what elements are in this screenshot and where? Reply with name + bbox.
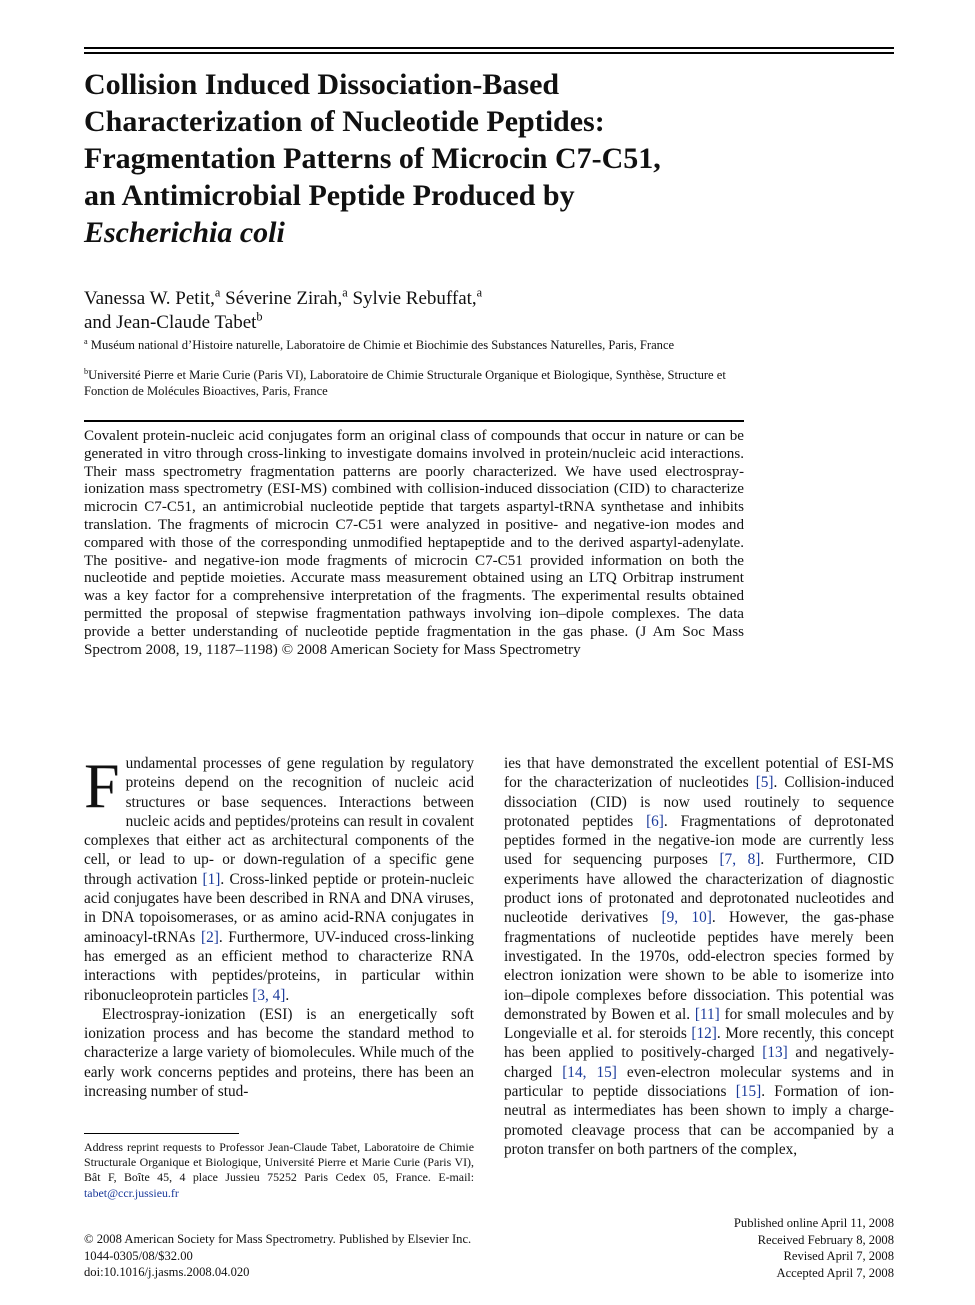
body-text: and negatively-charged [504, 1044, 894, 1081]
title-line: an Antimicrobial Peptide Produced by [84, 179, 575, 212]
published-date: Published online April 11, 2008 [733, 1216, 894, 1230]
email-link[interactable]: tabet@ccr.jussieu.fr [84, 1185, 179, 1200]
title-italic: Escherichia coli [84, 216, 285, 249]
body-text: . However, the gas-phase fragmentations of nucleotide peptides have merely been investigated. In the 1970s, odd-electron species formed by electron ionization were shown to be able to isomerize into ion–dipole complexes before dissociation. This potential was demonstrated by Bowen et al. [504, 909, 894, 1023]
affiliation-mark: a [214, 285, 221, 300]
body-column-right [504, 754, 894, 1159]
footnote-rule [84, 1133, 239, 1134]
affiliation-text: Université Pierre et Marie Curie (Paris VI), Laboratoire de Chimie Structurale Organique et Biologique, Synthèse, Structure et Fonction de Molécules Bioactives, Paris, France [84, 368, 726, 398]
author-name: Vanessa W. Petit, [84, 288, 215, 309]
affiliation-mark: a [476, 285, 483, 300]
title-line: Collision Induced Dissociation-Based [84, 68, 560, 101]
body-text: even-electron molecular systems and in particular to peptide dissociations [504, 1063, 894, 1101]
received-date: Received February 8, 2008 [757, 1232, 894, 1247]
top-rule-2 [84, 52, 894, 54]
body-text: . Formation of ion-neutral as intermediates has been shown to imply a charge-promoted cleavage process that can be accompanied by a proton transfer on both partners of the complex, [504, 1083, 894, 1158]
citation-link[interactable]: [7, 8] [719, 851, 761, 869]
abstract-rule [84, 420, 744, 422]
citation-link[interactable]: [1] [202, 870, 221, 888]
revised-date: Revised April 7, 2008 [783, 1249, 894, 1263]
title-line: Fragmentation Patterns of Microcin C7-C51, [84, 142, 661, 175]
accepted-date: Accepted April 7, 2008 [776, 1265, 894, 1280]
affiliation [84, 368, 744, 399]
citation-link[interactable]: [12] [691, 1025, 717, 1043]
body-text: undamental processes of gene regulation by regulatory proteins depend on the recognition of nucleic acid structures or base sequences. Interactions between nucleic acids and peptides/proteins can result in covalent complexes that either act as architectural components of the cell, or lead to up- or down-regulation of a specific gene through activation [84, 755, 474, 888]
article-title [84, 66, 804, 251]
footnote [84, 1140, 474, 1201]
footer-left [84, 1231, 471, 1281]
body-text: ies that have demonstrated the excellent potential of ESI-MS for the characterization of nucleotides [504, 755, 894, 792]
footer-right [734, 1215, 894, 1281]
citation-link[interactable]: [13] [762, 1044, 788, 1062]
author-name: Séverine Zirah, [225, 288, 343, 309]
citation-link[interactable]: [9, 10] [661, 909, 712, 927]
abstract: Covalent protein-nucleic acid conjugates form an original class of compounds that occur in nature or can be generated in vitro through cross-linking to investigate domains involved in protein/nucleic acid interactions. Their mass spectrometry fragmentation patterns are poorly characterized. We have used electrospray-ionization mass spectrometry (ESI-MS) combined with collision-induced dissociation (CID) to characterize microcin C7-C51, an antimicrobial nucleotide peptide that targets aspartyl-tRNA synthetase and inhibits translation. The fragments of microcin C7-C51 were analyzed in positive- and negative-ion modes and compared with those of the corresponding unmodified heptapeptide and to the derived aspartyl-adenylate. The positive- and negative-ion mode fragments of microcin C7-C51 provided information on both the nucleotide and peptide moieties. Accurate mass measurement obtained using an LTQ Orbitrap instrument was a key factor for a comprehensive interpretation of the fragments. The experimental results obtained permitted the proposal of stepwise fragmentation pathways involving ion–dipole complexes. The data provide a better understanding of nucleotide peptide fragmentation in the gas phase. (J Am Soc Mass Spectrom 2008, 19, 1187–1198) © 2008 American Society for Mass Spectrometry [84, 428, 744, 658]
citation-link[interactable]: [2] [200, 928, 219, 946]
citation-link[interactable]: [3, 4] [252, 986, 286, 1004]
top-rule-1 [84, 47, 894, 49]
body-text: . Furthermore, CID experiments have allowed the characterization of diagnostic product ions of protonated and deprotonated nucleotides and nucleotide derivatives [504, 851, 894, 927]
title-line: Characterization of Nucleotide Peptides: [84, 105, 605, 138]
author-name: Sylvie Rebuffat, [352, 288, 477, 309]
affiliation [84, 338, 744, 354]
doi: doi:10.1016/j.jasms.2008.04.020 [84, 1265, 250, 1279]
issn: 1044-0305/08/$32.00 [84, 1248, 193, 1263]
body-paragraph: Electrospray-ionization (ESI) is an energetically soft ionization process and has become the standard method to characterize a large variety of biomolecules. While much of the early work concerns peptides and proteins, there has been an increasing number of stud- [84, 1005, 474, 1101]
footnote-text: Address reprint requests to Professor Jean-Claude Tabet, Laboratoire de Chimie Structurale Organique et Biologique, Université Pierre et Marie Curie (Paris VI), Bât F, Boîte 45, 4 place Jussieu 75252 Paris Cedex 05, France. E-mail: [84, 1140, 474, 1185]
citation-link[interactable]: [11] [694, 1005, 720, 1023]
affiliation-mark: b [256, 309, 263, 324]
affiliation-mark: b [84, 366, 89, 376]
body-text: for small molecules and by Longevialle et al. for steroids [504, 1005, 894, 1043]
citation-link[interactable]: [6] [646, 812, 664, 830]
body-column-left [84, 750, 474, 1101]
body-text: . Fragmentations of deprotonated peptides formed in the negative-ion mode are currently less used for sequencing purposes [504, 812, 894, 869]
affiliation-mark: a [342, 285, 348, 300]
body-text: . Cross-linked peptide or protein-nucleic acid conjugates have been described in RNA and DNA viruses, in DNA topoisomerases, or as amino acid-RNA conjugates in aminoacyl-tRNAs [84, 870, 474, 946]
body-text: . Collision-induced dissociation (CID) is now used routinely to sequence protonated peptides [504, 774, 894, 830]
author-list [84, 287, 784, 335]
affiliation-text: Muséum national d’Histoire naturelle, Laboratoire de Chimie et Biochimie des Substances Naturelles, Paris, France [90, 338, 675, 352]
body-text: . More recently, this concept has been applied to positively-charged [504, 1025, 894, 1062]
citation-link[interactable]: [15] [735, 1083, 762, 1101]
copyright: © 2008 American Society for Mass Spectrometry. Published by Elsevier Inc. [84, 1232, 472, 1246]
body-text: . Furthermore, UV-induced cross-linking has emerged as an efficient method to characterize RNA interactions with peptides/proteins, in particular within ribonucleoprotein particles [84, 928, 474, 1004]
drop-cap: F [84, 750, 120, 821]
citation-link[interactable]: [14, 15] [562, 1063, 617, 1081]
body-text: . [285, 986, 290, 1004]
author-name: and Jean-Claude Tabet [84, 312, 257, 333]
affiliation-mark: a [84, 336, 88, 346]
citation-link[interactable]: [5] [755, 774, 774, 792]
